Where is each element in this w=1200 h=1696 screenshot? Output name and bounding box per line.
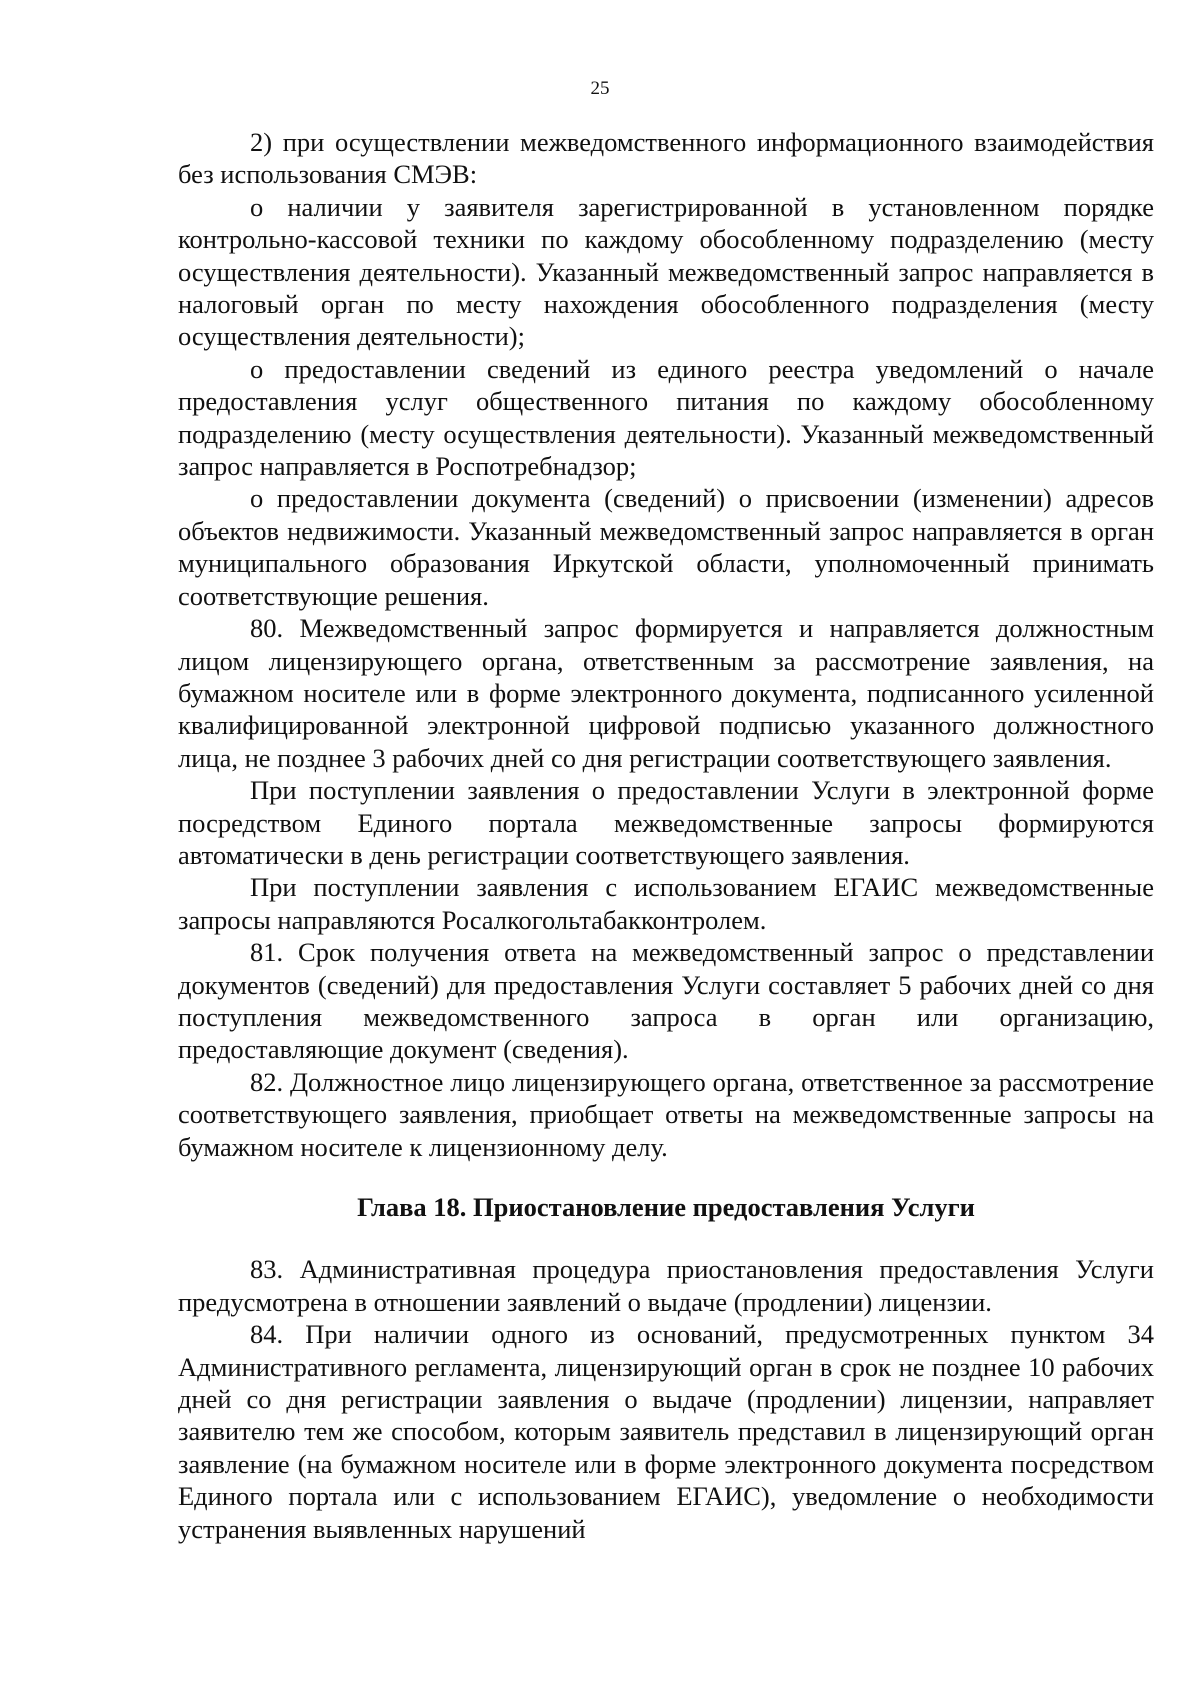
paragraph: При поступлении заявления с использованием ЕГАИС межведомственные запросы направляются Росалкогольтабакконтролем. [178,872,1154,935]
paragraph: 82. Должностное лицо лицензирующего органа, ответственное за рассмотрение соответствующего заявления, приобщает ответы на межведомственные запросы на бумажном носителе к лицензионному делу. [178,1066,1154,1162]
paragraph: о предоставлении сведений из единого реестра уведомлений о начале предоставления услуг общественного питания по каждому обособленному подразделению (месту осуществления деятельности). Указанный межведомственный запрос направляется в Роспотребнадзор; [178,353,1154,482]
paragraph: о предоставлении документа (сведений) о присвоении (изменении) адресов объектов недвижимости. Указанный межведомственный запрос направляется в орган муниципального образования Иркутской области, уполномоченный принимать соответствующие решения. [178,483,1154,611]
document-body [178,126,1154,1545]
paragraph: 83. Административная процедура приостановления предоставления Услуги предусмотрена в отношении заявлений о выдаче (продлении) лицензии. [178,1254,1154,1317]
paragraph: 2) при осуществлении межведомственного информационного взаимодействия без использования СМЭВ: [178,127,1154,190]
chapter-heading: Глава 18. Приостановление предоставления Услуги [357,1192,975,1222]
paragraph: При поступлении заявления о предоставлении Услуги в электронной форме посредством Единого портала межведомственные запросы формируются автоматически в день регистрации соответствующего заявления. [178,775,1154,870]
page-number: 25 [590,78,610,99]
paragraph: о наличии у заявителя зарегистрированной в установленном порядке контрольно-кассовой техники по каждому обособленному подразделению (месту осуществления деятельности). Указанный межведомственный запрос направляется в налоговый орган по месту нахождения обособленного подразделения (месту осуществления деятельности); [178,191,1154,352]
paragraph: 81. Срок получения ответа на межведомственный запрос о представлении документов (сведений) для предоставления Услуги составляет 5 рабочих дней со дня поступления межведомственного запроса в орган или организацию, предоставляющие документ (сведения). [178,937,1154,1065]
paragraph: 80. Межведомственный запрос формируется и направляется должностным лицом лицензирующего органа, ответственным за рассмотрение заявления, на бумажном носителе или в форме электронного документа, подписанного усиленной квалифицированной электронной цифровой подписью указанного должностного лица, не позднее 3 рабочих дней со дня регистрации соответствующего заявления. [178,613,1154,773]
paragraph: 84. При наличии одного из оснований, предусмотренных пунктом 34 Административного регламента, лицензирующий орган в срок не позднее 10 рабочих дней со дня регистрации заявления о выдаче (продлении) лицензии, направляет заявителю тем же способом, которым заявитель представил в лицензирующий орган заявление (на бумажном носителе или в форме электронного документа посредством Единого портала или с использованием ЕГАИС), уведомление о необходимости устранения выявленных нарушений [178,1319,1154,1544]
